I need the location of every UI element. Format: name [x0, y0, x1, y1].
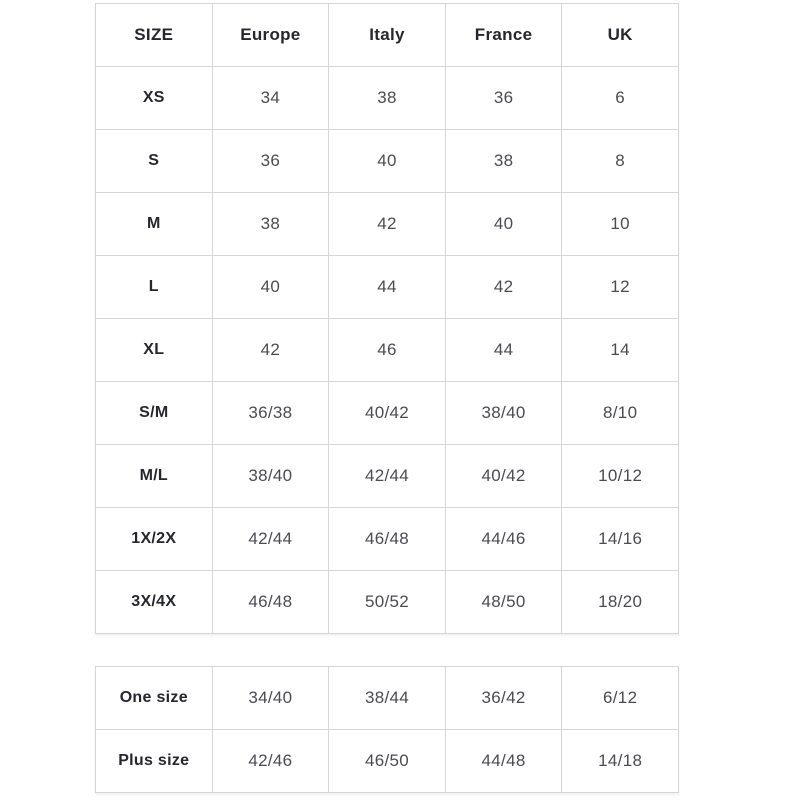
size-value-cell: 36: [212, 130, 329, 193]
table-row: [96, 445, 679, 508]
size-table-header: [96, 4, 679, 67]
size-value-cell: 10: [562, 193, 679, 256]
size-value-cell: 6/12: [562, 667, 679, 730]
size-value-cell: 38/40: [445, 382, 562, 445]
size-label-cell: Plus size: [96, 730, 213, 793]
header-cell-europe: Europe: [212, 4, 329, 67]
size-label-cell: 1X/2X: [96, 508, 213, 571]
size-value-cell: 8/10: [562, 382, 679, 445]
size-value-cell: 46: [329, 319, 446, 382]
size-value-cell: 36/42: [445, 667, 562, 730]
size-value-cell: 36: [445, 67, 562, 130]
special-sizes-table: [95, 666, 679, 793]
size-label-cell: S: [96, 130, 213, 193]
size-value-cell: 44/48: [445, 730, 562, 793]
size-label-cell: S/M: [96, 382, 213, 445]
size-label-cell: L: [96, 256, 213, 319]
size-value-cell: 38: [445, 130, 562, 193]
size-value-cell: 46/48: [329, 508, 446, 571]
size-value-cell: 8: [562, 130, 679, 193]
table-row: [96, 130, 679, 193]
size-value-cell: 38: [212, 193, 329, 256]
size-value-cell: 10/12: [562, 445, 679, 508]
size-value-cell: 40/42: [445, 445, 562, 508]
size-value-cell: 38/40: [212, 445, 329, 508]
size-value-cell: 6: [562, 67, 679, 130]
size-label-cell: M: [96, 193, 213, 256]
size-value-cell: 44: [445, 319, 562, 382]
size-value-cell: 14: [562, 319, 679, 382]
size-value-cell: 42/44: [329, 445, 446, 508]
size-label-cell: M/L: [96, 445, 213, 508]
size-value-cell: 44/46: [445, 508, 562, 571]
size-value-cell: 14/16: [562, 508, 679, 571]
size-value-cell: 50/52: [329, 571, 446, 634]
size-value-cell: 40/42: [329, 382, 446, 445]
size-label-cell: 3X/4X: [96, 571, 213, 634]
table-row: [96, 667, 679, 730]
table-row: [96, 382, 679, 445]
size-chart-container: [95, 3, 679, 793]
size-value-cell: 42/46: [212, 730, 329, 793]
size-table-body: [96, 67, 679, 634]
size-value-cell: 42: [212, 319, 329, 382]
size-value-cell: 46/50: [329, 730, 446, 793]
size-value-cell: 42/44: [212, 508, 329, 571]
size-value-cell: 42: [329, 193, 446, 256]
table-row: [96, 571, 679, 634]
header-cell-france: France: [445, 4, 562, 67]
header-row: [96, 4, 679, 67]
table-row: [96, 193, 679, 256]
table-row: [96, 67, 679, 130]
size-value-cell: 38: [329, 67, 446, 130]
size-label-cell: One size: [96, 667, 213, 730]
table-row: [96, 508, 679, 571]
size-value-cell: 34/40: [212, 667, 329, 730]
special-sizes-body: [96, 667, 679, 793]
header-cell-uk: UK: [562, 4, 679, 67]
table-row: [96, 730, 679, 793]
size-label-cell: XL: [96, 319, 213, 382]
size-value-cell: 18/20: [562, 571, 679, 634]
size-value-cell: 34: [212, 67, 329, 130]
header-cell-italy: Italy: [329, 4, 446, 67]
size-label-cell: XS: [96, 67, 213, 130]
size-value-cell: 40: [445, 193, 562, 256]
size-value-cell: 36/38: [212, 382, 329, 445]
size-value-cell: 12: [562, 256, 679, 319]
size-value-cell: 44: [329, 256, 446, 319]
size-value-cell: 40: [329, 130, 446, 193]
size-value-cell: 14/18: [562, 730, 679, 793]
table-row: [96, 319, 679, 382]
size-value-cell: 48/50: [445, 571, 562, 634]
size-value-cell: 42: [445, 256, 562, 319]
size-value-cell: 46/48: [212, 571, 329, 634]
header-cell-size: SIZE: [96, 4, 213, 67]
table-row: [96, 256, 679, 319]
size-conversion-table: [95, 3, 679, 634]
size-value-cell: 38/44: [329, 667, 446, 730]
size-value-cell: 40: [212, 256, 329, 319]
special-sizes-container: [95, 666, 679, 793]
